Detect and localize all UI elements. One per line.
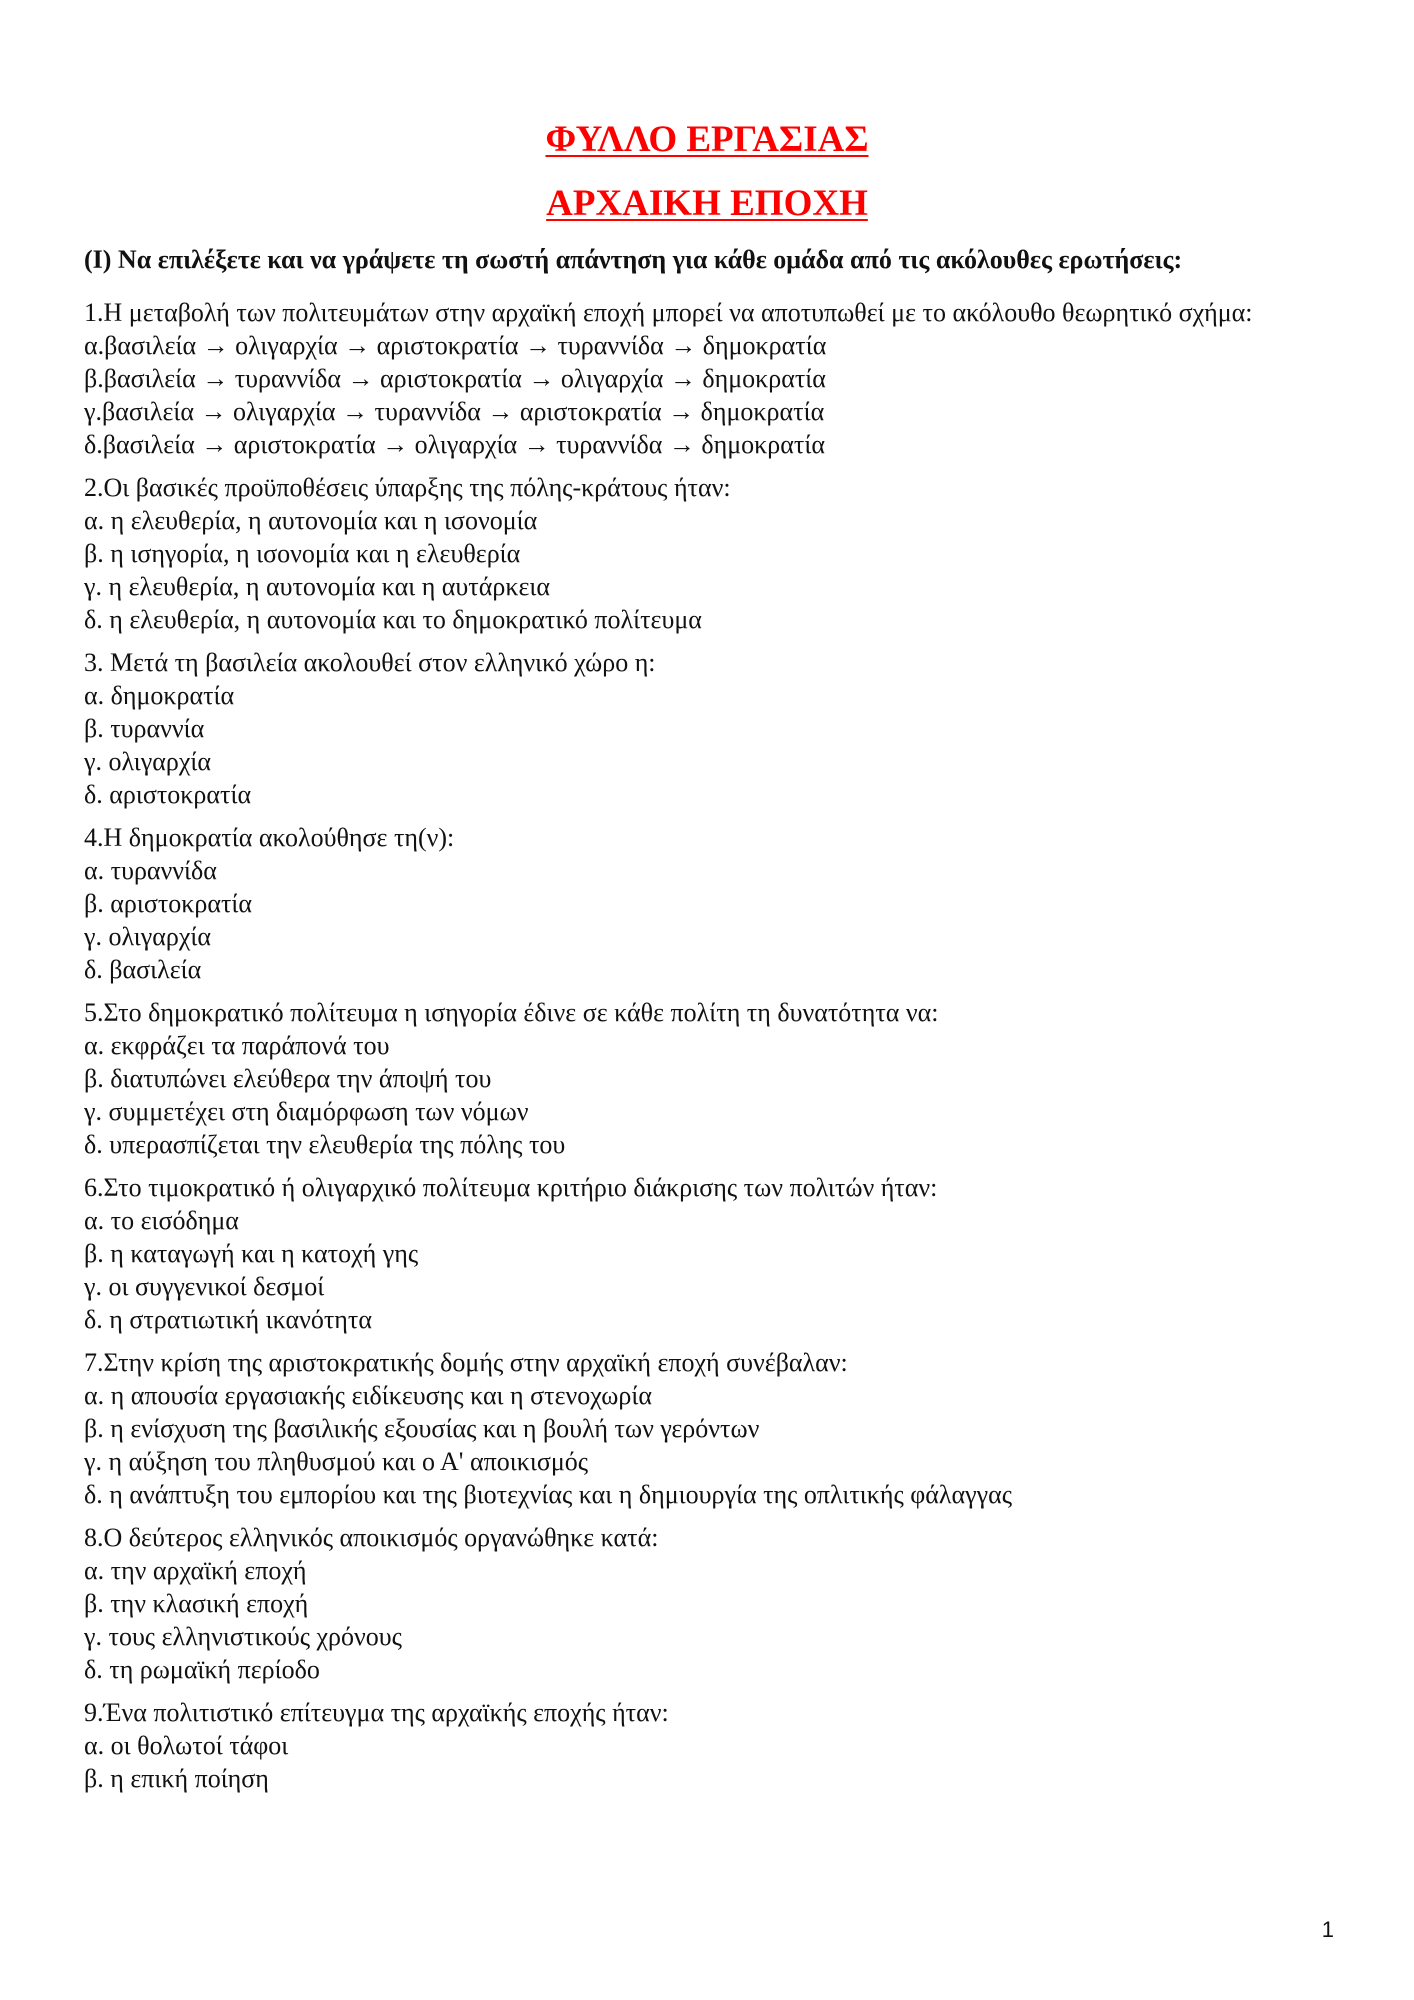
answer-option: α. το εισόδημα [84,1206,239,1235]
question-block [84,1521,1334,1686]
answer-option: α. την αρχαϊκή εποχή [84,1556,307,1585]
question-list [84,296,1334,1805]
answer-option: α. εκφράζει τα παράπονά του [84,1031,390,1060]
question-stem: 5.Στο δημοκρατικό πολίτευμα η ισηγορία έδινε σε κάθε πολίτη τη δυνατότητα να: [84,998,939,1027]
answer-option: δ. αριστοκρατία [84,780,252,809]
question-stem: 1.Η μεταβολή των πολιτευμάτων στην αρχαϊκή εποχή μπορεί να αποτυπωθεί με το ακόλουθο θεωρητικό σχήμα: [84,298,1253,327]
answer-option: β. η καταγωγή και η κατοχή γης [84,1239,419,1268]
answer-option: δ. υπερασπίζεται την ελευθερία της πόλης του [84,1130,566,1159]
answer-option: δ.βασιλεία → αριστοκρατία → ολιγαρχία → τυραννίδα → δημοκρατία [84,430,825,459]
answer-option: γ. συμμετέχει στη διαμόρφωση των νόμων [84,1097,529,1126]
answer-option: β.βασιλεία → τυραννίδα → αριστοκρατία → ολιγαρχία → δημοκρατία [84,364,826,393]
question-stem: 7.Στην κρίση της αριστοκρατικής δομής στην αρχαϊκή εποχή συνέβαλαν: [84,1348,848,1377]
answer-option: β. η ισηγορία, η ισονομία και η ελευθερία [84,539,521,568]
instruction-text: (Ι) Να επιλέξετε και να γράψετε τη σωστή απάντηση για κάθε ομάδα από τις ακόλουθες ερωτήσεις: [84,245,1183,274]
answer-option: δ. τη ρωμαϊκή περίοδο [84,1655,320,1684]
answer-option: α.βασιλεία → ολιγαρχία → αριστοκρατία → τυραννίδα → δημοκρατία [84,331,827,360]
answer-option: γ. ολιγαρχία [84,747,212,776]
answer-option: δ. βασιλεία [84,955,202,984]
page-number: 1 [1321,1917,1334,1942]
answer-option: α. η ελευθερία, η αυτονομία και η ισονομία [84,506,538,535]
answer-option: α. η απουσία εργασιακής ειδίκευσης και η στενοχωρία [84,1381,652,1410]
answer-option: γ. η αύξηση του πληθυσμού και ο Α' αποικισμός [84,1447,589,1476]
answer-option: α. οι θολωτοί τάφοι [84,1731,289,1760]
answer-option: γ. οι συγγενικοί δεσμοί [84,1272,325,1301]
question-block [84,1696,1334,1795]
question-stem: 6.Στο τιμοκρατικό ή ολιγαρχικό πολίτευμα κριτήριο διάκρισης των πολιτών ήταν: [84,1173,938,1202]
answer-option: β. η επική ποίηση [84,1764,269,1793]
answer-option: δ. η ελευθερία, η αυτονομία και το δημοκρατικό πολίτευμα [84,605,702,634]
answer-option: γ. τους ελληνιστικούς χρόνους [84,1622,402,1651]
answer-option: γ.βασιλεία → ολιγαρχία → τυραννίδα → αριστοκρατία → δημοκρατία [84,397,825,426]
worksheet-subtitle: ΑΡΧΑΙΚΗ ΕΠΟΧΗ [546,183,868,224]
answer-option: α. τυραννίδα [84,856,217,885]
question-block [84,471,1334,636]
question-stem: 9.Ένα πολιτιστικό επίτευγμα της αρχαϊκής εποχής ήταν: [84,1698,669,1727]
answer-option: β. τυραννία [84,714,205,743]
answer-option: β. διατυπώνει ελεύθερα την άποψή του [84,1064,492,1093]
question-stem: 8.Ο δεύτερος ελληνικός αποικισμός οργανώθηκε κατά: [84,1523,659,1552]
question-stem: 3. Μετά τη βασιλεία ακολουθεί στον ελληνικό χώρο η: [84,648,656,677]
question-block [84,646,1334,811]
question-block [84,1346,1334,1511]
answer-option: δ. η ανάπτυξη του εμπορίου και της βιοτεχνίας και η δημιουργία της οπλιτικής φάλαγγας [84,1480,1013,1509]
question-stem: 4.Η δημοκρατία ακολούθησε τη(ν): [84,823,455,852]
answer-option: γ. ολιγαρχία [84,922,212,951]
question-block [84,821,1334,986]
question-block [84,996,1334,1161]
answer-option: β. την κλασική εποχή [84,1589,309,1618]
answer-option: γ. η ελευθερία, η αυτονομία και η αυτάρκεια [84,572,550,601]
worksheet-title: ΦΥΛΛΟ ΕΡΓΑΣΙΑΣ [545,119,869,160]
answer-option: β. αριστοκρατία [84,889,253,918]
question-stem: 2.Οι βασικές προϋποθέσεις ύπαρξης της πόλης-κράτους ήταν: [84,473,731,502]
question-block [84,296,1334,461]
answer-option: β. η ενίσχυση της βασιλικής εξουσίας και η βουλή των γερόντων [84,1414,760,1443]
question-block [84,1171,1334,1336]
answer-option: δ. η στρατιωτική ικανότητα [84,1305,372,1334]
answer-option: α. δημοκρατία [84,681,235,710]
